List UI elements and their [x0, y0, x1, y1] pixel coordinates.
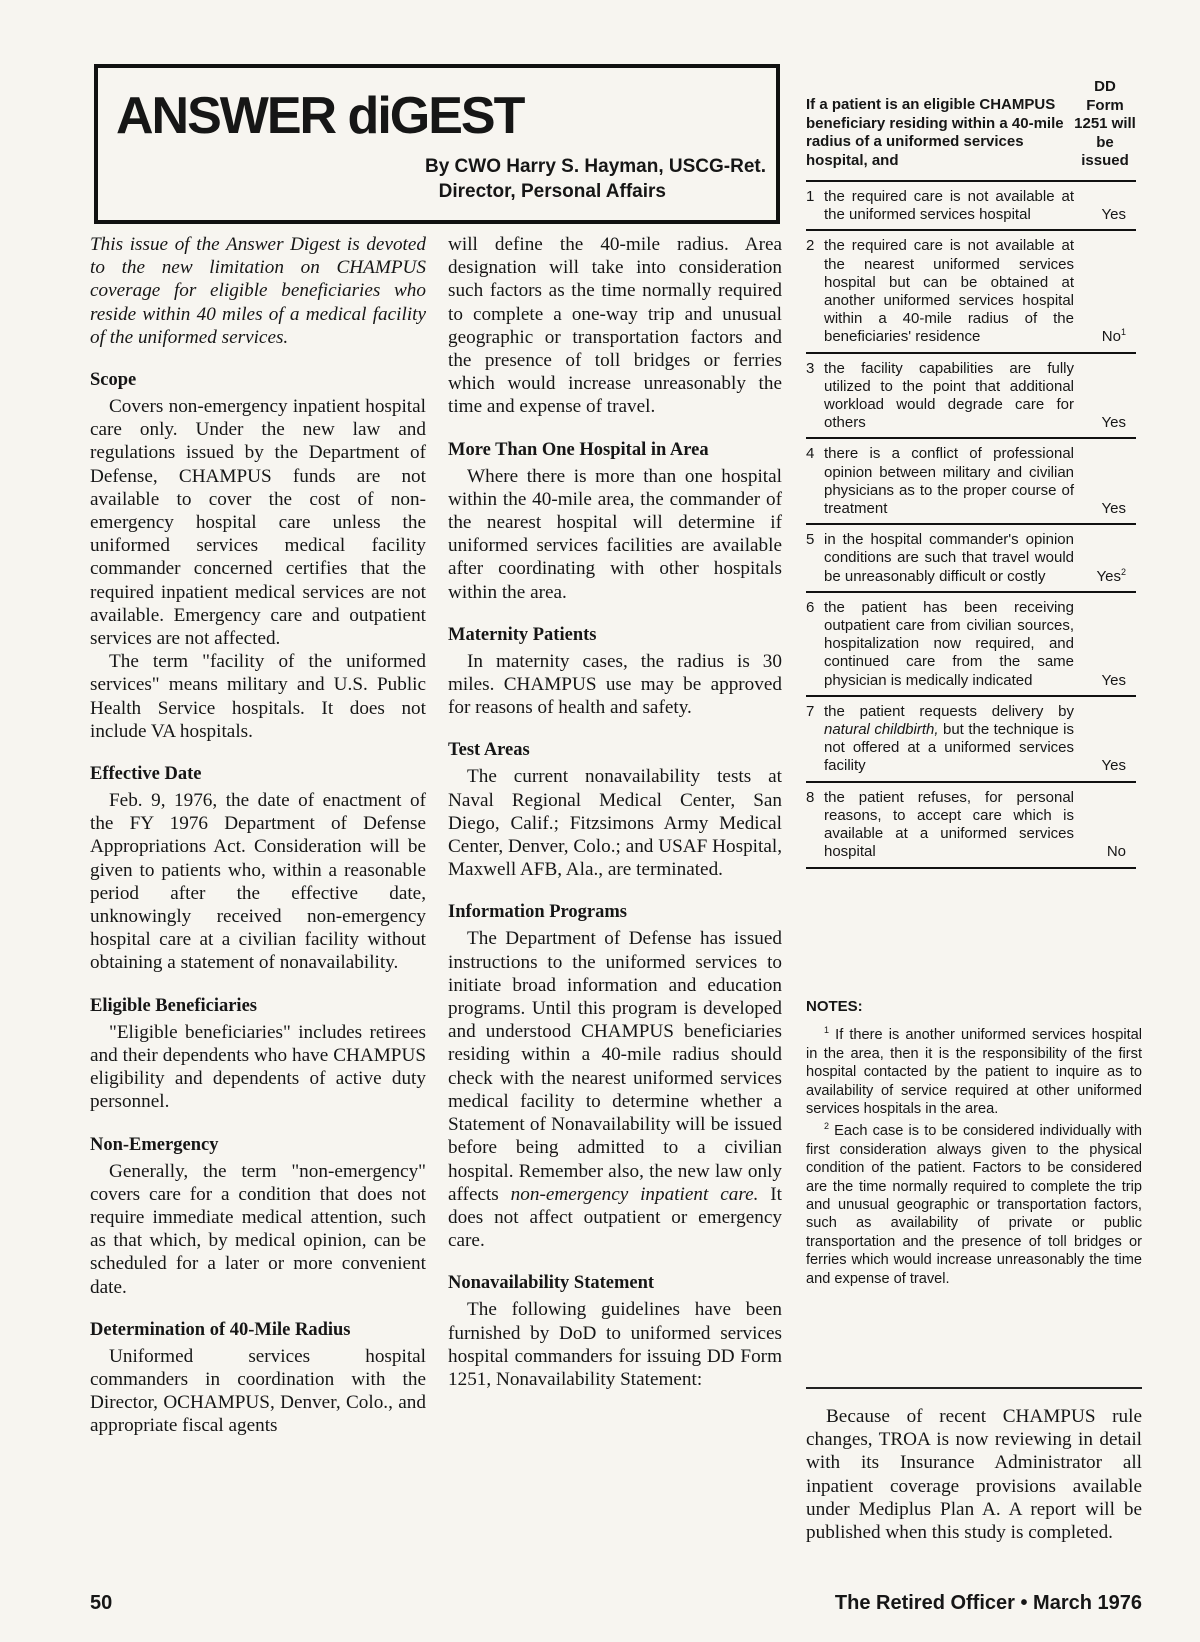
byline-title: Director, Personal Affairs [438, 181, 666, 202]
header-box [94, 64, 780, 224]
divider [806, 1387, 1142, 1389]
paragraph: The current nonavailability tests at Naval Regional Medical Center, San Diego, Calif.; Fitzsimons Army Medical Center, Denver, Colo.; and USAF Hospital, Maxwell AFB, Ala., are terminated. [448, 766, 782, 881]
text: but the technique is not offered at a uniformed services facility [824, 721, 1074, 775]
row-number: 1 [806, 188, 815, 205]
table-rule [806, 867, 1136, 869]
answer-text: No [1101, 328, 1121, 346]
footnote-mark: 1 [1120, 327, 1126, 338]
row-condition: in the hospital commander's opinion conditions are such that travel would be unreasonably difficult or costly [824, 531, 1074, 585]
row-number: 8 [806, 788, 815, 806]
answer-text: Yes [1096, 567, 1121, 585]
heading-eligible: Eligible Beneficiaries [90, 995, 257, 1016]
column-2 [448, 233, 782, 1391]
paragraph [448, 927, 782, 1252]
row-number: 2 [806, 237, 815, 255]
row-answer [1097, 568, 1127, 586]
row-condition: the required care is not available at the nearest uniformed services hospital but can be obtained at another uniformed services hospital within a 40-mile radius of the beneficiaries' residence [824, 237, 1074, 346]
emphasis: natural childbirth, [824, 721, 939, 739]
heading-test-areas: Test Areas [448, 740, 530, 761]
paragraph: The following guidelines have been furnished by DoD to uniformed services hospital commanders for issuing DD Form 1251, Nonavailability Statement: [448, 1299, 782, 1390]
row-answer [1102, 328, 1126, 346]
table-row [806, 591, 1136, 695]
table-row [806, 180, 1136, 229]
table-row [806, 781, 1136, 867]
table-row [806, 437, 1136, 523]
paragraph: Because of recent CHAMPUS rule changes, TROA is now reviewing in detail with its Insurance Administrator all inpatient coverage provisions available under Mediplus Plan A. A report will be published when this study is completed. [806, 1406, 1142, 1544]
heading-effective-date: Effective Date [90, 764, 202, 785]
heading-radius: Determination of 40-Mile Radius [90, 1319, 351, 1340]
text: The Department of Defense has issued instructions to the uniformed services to initiate broad information and education programs. Until this program is developed and understood CHAMPUS beneficiaries residing within a 40-mile radius should check with the nearest uniformed services medical facility to determine whether a Statement of Nonavailability will be issued before being admitted to a civilian hospital. Remember also, the new law only affects [448, 928, 782, 1205]
table-row [806, 523, 1136, 591]
row-number: 6 [806, 598, 815, 616]
table-header-form: DD Form 1251 will be issued [1074, 78, 1136, 169]
row-condition: the facility capabilities are fully utilized to the point that additional workload would degrade care for others [824, 359, 1074, 432]
notes-heading: NOTES: [806, 998, 863, 1015]
paragraph: Where there is more than one hospital within the 40-mile area, the commander of the nearest hospital will determine if uniformed services facilities are available after coordinating with other hospitals within the area. [448, 465, 782, 603]
row-answer: Yes [1101, 414, 1126, 432]
heading-information: Information Programs [448, 902, 627, 923]
text: It does not affect outpatient or emergency care. [448, 1183, 783, 1252]
table-header-condition: If a patient is an eligible CHAMPUS beneficiary residing within a 40-mile radius of a uniformed services hospital, and [806, 96, 1064, 169]
note-2 [806, 1122, 1142, 1288]
paragraph: will define the 40-mile radius. Area designation will take into consideration such factors as the time normally required to complete a one-way trip and unusual geographic or transportation factors and the presence of toll bridges or ferries which would increase unreasonably the time and expense of travel. [448, 234, 782, 418]
heading-scope: Scope [90, 370, 137, 391]
paragraph: Generally, the term "non-emergency" covers care for a condition that does not require immediate medical attention, such as that which, by medical opinion, can be scheduled for a later or more convenient date. [90, 1160, 426, 1298]
note-1 [806, 1026, 1142, 1118]
table-row [806, 695, 1136, 781]
heading-maternity: Maternity Patients [448, 624, 597, 645]
row-answer: Yes [1101, 206, 1126, 224]
byline-author: By CWO Harry S. Hayman, USCG-Ret. [424, 156, 766, 177]
page-number: 50 [90, 1592, 113, 1614]
byline [425, 154, 766, 204]
text: the patient requests delivery by [824, 702, 1074, 720]
paragraph: In maternity cases, the radius is 30 miles. CHAMPUS use may be approved for reasons of health and safety. [448, 650, 782, 719]
row-answer: Yes [1101, 671, 1126, 689]
paragraph: "Eligible beneficiaries" includes retirees and their dependents who have CHAMPUS eligibility and dependents of active duty personnel. [90, 1021, 426, 1113]
notes [806, 998, 1142, 1292]
paragraph: Uniformed services hospital commanders in coordination with the Director, OCHAMPUS, Denver, Colo., and appropriate fiscal agents [90, 1345, 426, 1437]
row-answer: Yes [1101, 757, 1126, 775]
row-answer: No [1106, 843, 1126, 861]
heading-non-emergency: Non-Emergency [90, 1134, 219, 1155]
footer-title: The Retired Officer • March 1976 [834, 1592, 1142, 1614]
guidelines-table [806, 180, 1136, 869]
note-text: Each case is to be considered individually with first consideration always given to the physical condition of the patient. Factors to be considered are the time normally required to complete the trip and unusual geographic or transportation factors, such as availability of private or public transportation and the presence of toll bridges or ferries which would increase unreasonably the time and expense of travel. [806, 1123, 1142, 1287]
row-condition [824, 703, 1074, 776]
row-condition: the patient has been receiving outpatient care from civilian sources, hospitalization now required, and continued care from the same physician is medically indicated [824, 598, 1074, 689]
footnote-mark: 2 [1120, 566, 1126, 577]
intro-paragraph: This issue of the Answer Digest is devoted to the new limitation on CHAMPUS coverage for eligible beneficiaries who reside within 40 miles of a medical facility of the uniformed services. [90, 234, 426, 348]
heading-nonavailability: Nonavailability Statement [448, 1273, 655, 1294]
table-row [806, 352, 1136, 438]
row-condition: the patient refuses, for personal reasons, to accept care which is available at a uniformed services hospital [824, 788, 1074, 861]
note-text: If there is another uniformed services hospital in the area, then it is the responsibility of the first hospital contacted by the patient to inquire as to availability of service required at other uniformed services hospitals in the area. [806, 1027, 1142, 1118]
row-answer: Yes [1101, 500, 1126, 518]
emphasis: non-emergency inpatient care. [510, 1183, 759, 1205]
footnote-mark: 1 [824, 1025, 830, 1036]
row-number: 3 [806, 359, 815, 377]
row-number: 4 [806, 445, 815, 463]
paragraph: Covers non-emergency inpatient hospital care only. Under the new law and regulations issued by the Department of Defense, CHAMPUS funds are not available to cover the cost of non-emergency hospital care unless the uniformed services medical facility commander concerned certifies that the required inpatient medical services are not available. Emergency care and outpatient services are not affected. [90, 396, 426, 650]
table-header [806, 78, 1136, 174]
heading-more-hospitals: More Than One Hospital in Area [448, 439, 709, 460]
paragraph: The term "facility of the uniformed services" means military and U.S. Public Health Service hospitals. It does not include VA hospitals. [90, 651, 426, 742]
troa-note [806, 1405, 1142, 1544]
row-condition: the required care is not available at the uniformed services hospital [824, 188, 1074, 224]
row-number: 7 [806, 702, 815, 720]
row-number: 5 [806, 531, 815, 549]
table-row [806, 229, 1136, 351]
logo: ANSWER diGEST [116, 87, 524, 145]
row-condition: there is a conflict of professional opinion between military and civilian physicians as to the proper course of treatment [824, 445, 1074, 518]
paragraph: Feb. 9, 1976, the date of enactment of the FY 1976 Department of Defense Appropriations Act. Consideration will be given to patients who, within a reasonable period after the effective date, unknowingly received non-emergency hospital care at a civilian facility without obtaining a statement of nonavailability. [90, 790, 426, 974]
column-1 [90, 233, 426, 1438]
footnote-mark: 2 [824, 1121, 830, 1132]
